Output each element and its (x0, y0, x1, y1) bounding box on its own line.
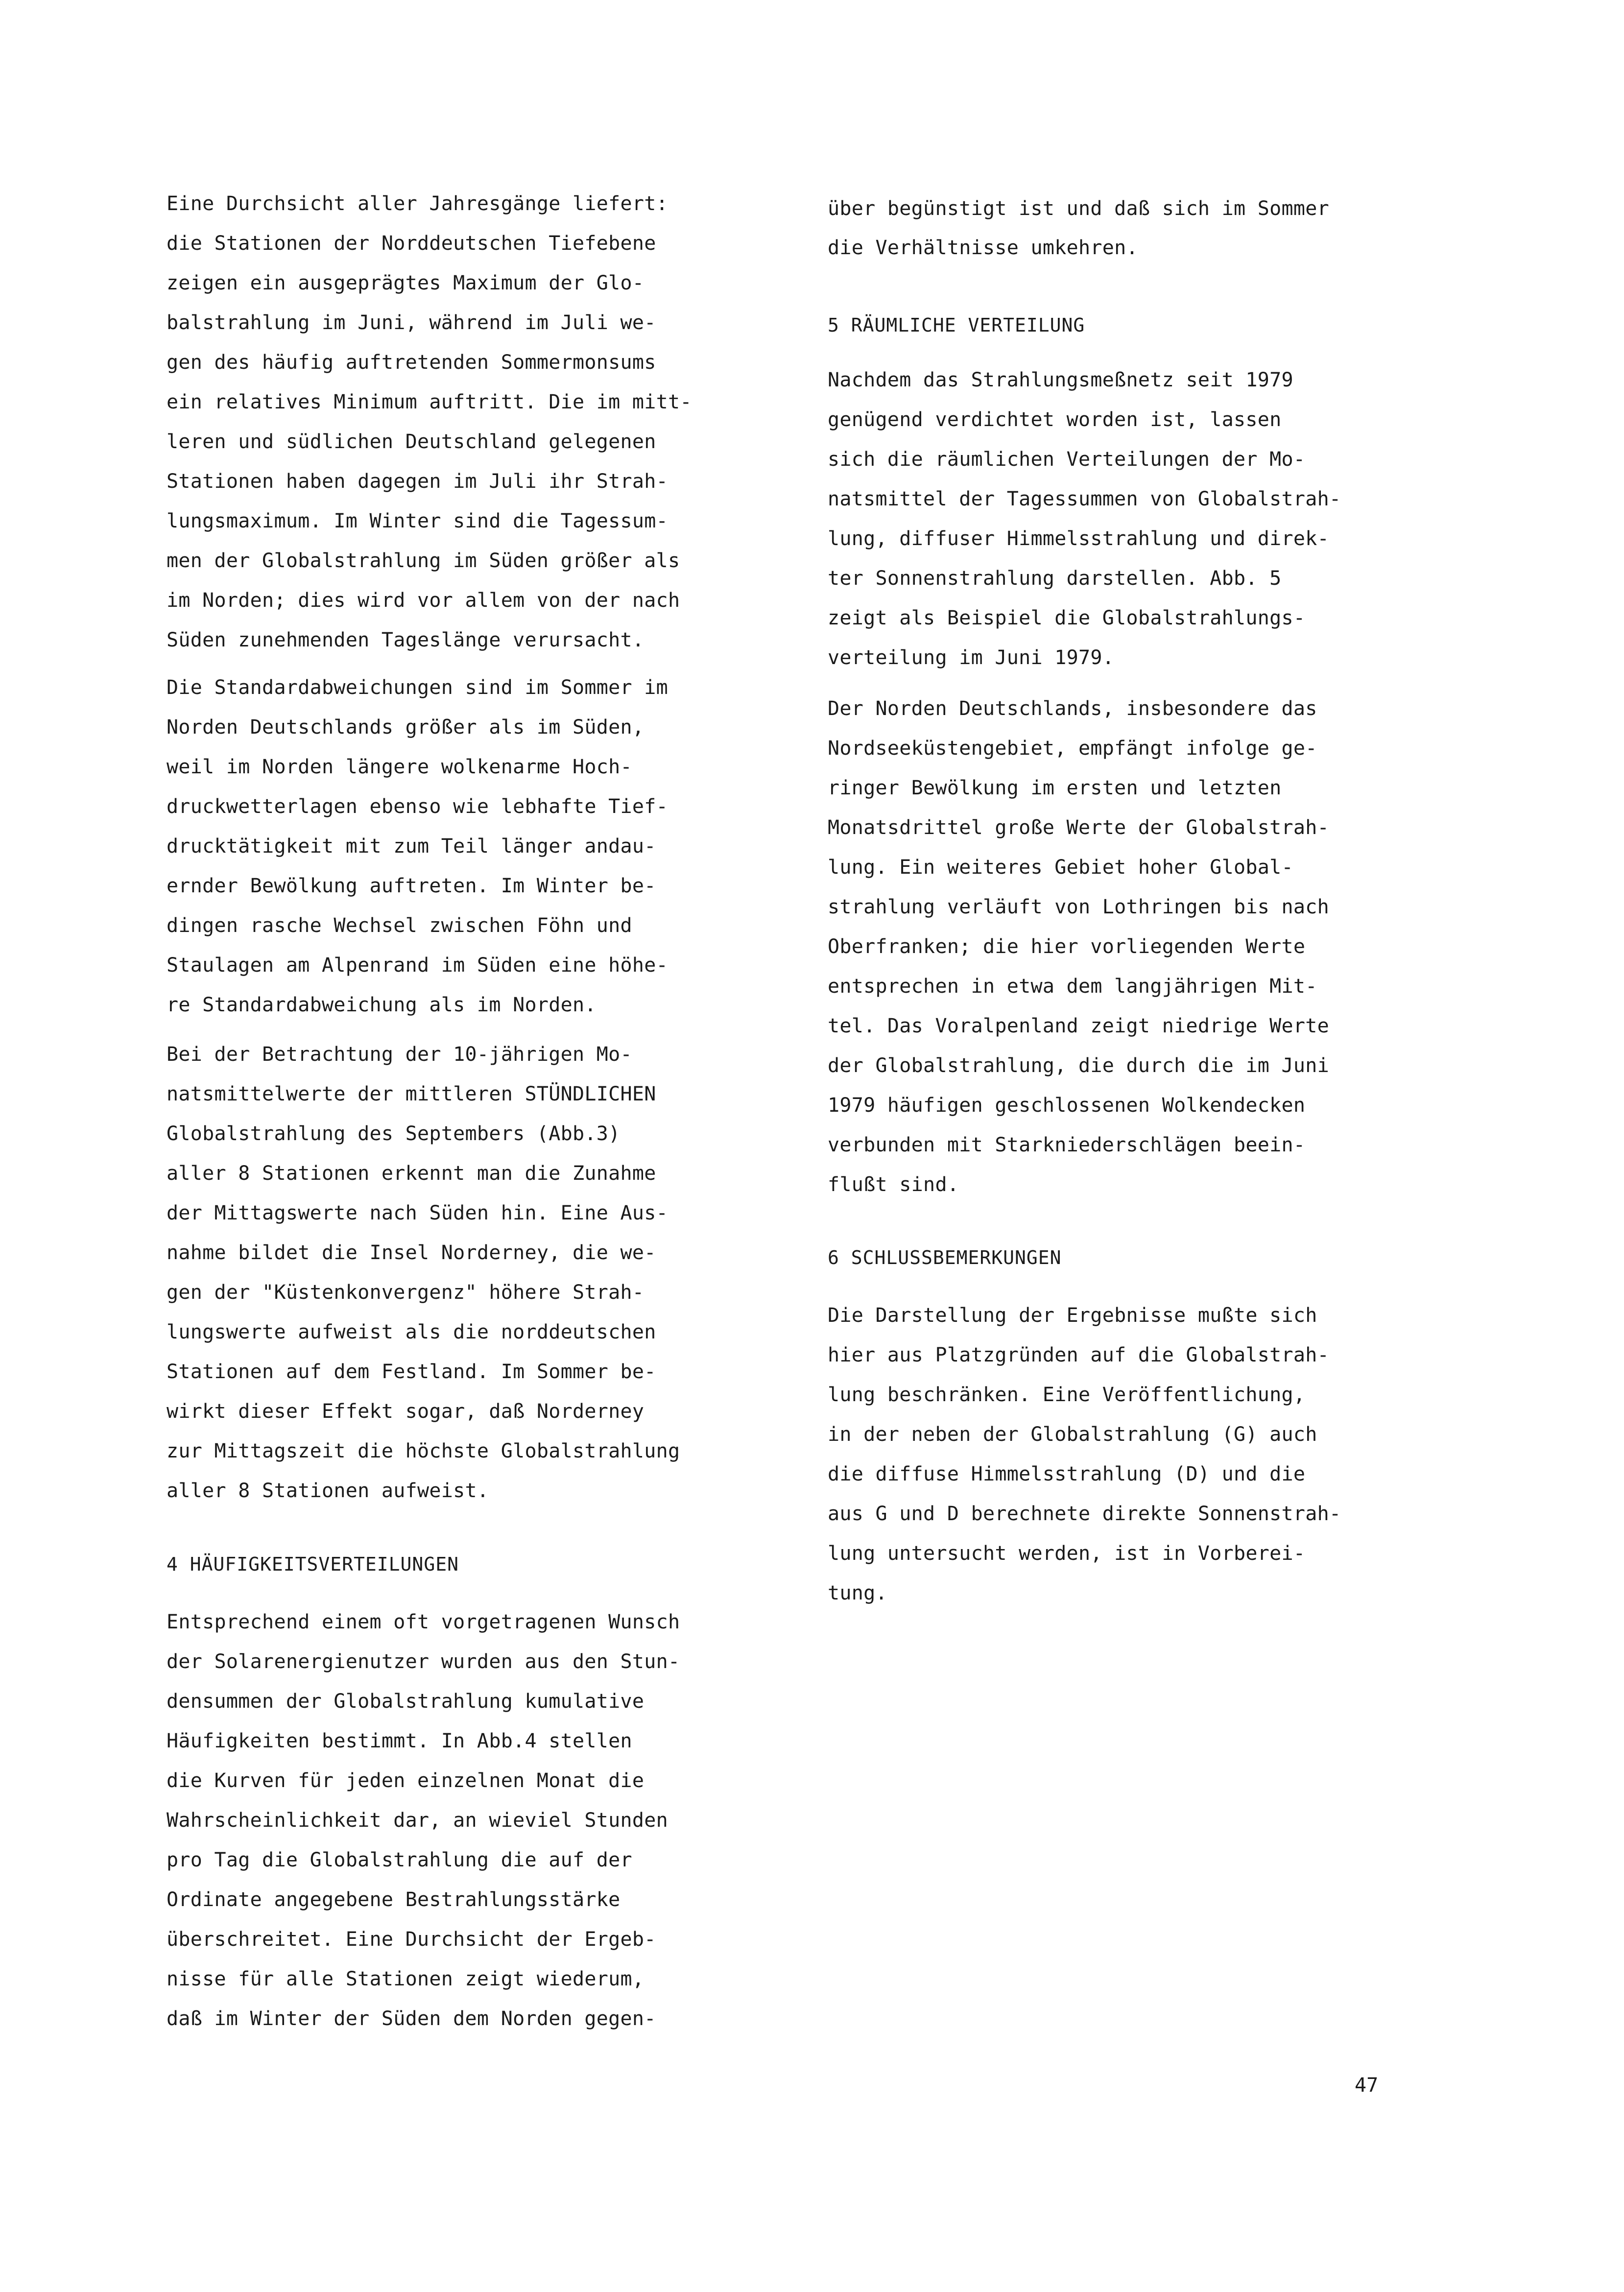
text-line: re Standardabweichung als im Norden. (167, 994, 597, 1016)
text-line: die diffuse Himmelsstrahlung (D) und die (828, 1463, 1306, 1485)
text-line: im Norden; dies wird vor allem von der nach (167, 589, 680, 612)
text-line: die Kurven für jeden einzelnen Monat die (167, 1769, 645, 1792)
text-line: ernder Bewölkung auftreten. Im Winter be- (167, 875, 656, 897)
text-line: weil im Norden längere wolkenarme Hoch- (167, 756, 632, 778)
text-line: Nachdem das Strahlungsmeßnetz seit 1979 (828, 369, 1293, 391)
text-line: der Mittagswerte nach Süden hin. Eine Aus- (167, 1202, 669, 1224)
text-line: über begünstigt ist und daß sich im Sommer (828, 197, 1330, 220)
text-line: gen des häufig auftretenden Sommermonsums (167, 351, 656, 374)
text-line: entsprechen in etwa dem langjährigen Mit- (828, 975, 1317, 998)
text-line: pro Tag die Globalstrahlung die auf der (167, 1849, 632, 1871)
text-line: Oberfranken; die hier vorliegenden Werte (828, 935, 1306, 958)
text-line: Globalstrahlung des Septembers (Abb.3) (167, 1122, 621, 1145)
text-line: in der neben der Globalstrahlung (G) auch (828, 1423, 1317, 1446)
text-line: Bei der Betrachtung der 10-jährigen Mo- (167, 1043, 632, 1066)
text-line: lung. Ein weiteres Gebiet hoher Global- (828, 856, 1293, 879)
text-line: der Solarenergienutzer wurden aus den Stun- (167, 1650, 680, 1673)
text-line: Die Standardabweichungen sind im Sommer im (167, 676, 669, 699)
text-line: tung. (828, 1582, 887, 1604)
text-line: balstrahlung im Juni, während im Juli we- (167, 311, 656, 334)
text-line: zeigt als Beispiel die Globalstrahlungs- (828, 607, 1306, 629)
text-line: aller 8 Stationen erkennt man die Zunahme (167, 1162, 656, 1185)
text-line: Häufigkeiten bestimmt. In Abb.4 stellen (167, 1730, 632, 1752)
text-line: die Verhältnisse umkehren. (828, 237, 1138, 259)
text-line: überschreitet. Eine Durchsicht der Ergeb- (167, 1928, 656, 1951)
text-line: strahlung verläuft von Lothringen bis nach (828, 896, 1330, 918)
text-line: lungsmaximum. Im Winter sind die Tagessum- (167, 510, 669, 532)
text-line: Staulagen am Alpenrand im Süden eine höhe- (167, 954, 669, 977)
text-line: Die Darstellung der Ergebnisse mußte sich (828, 1304, 1317, 1327)
text-line: zur Mittagszeit die höchste Globalstrahlung (167, 1440, 680, 1462)
text-line: hier aus Platzgründen auf die Globalstrah- (828, 1344, 1330, 1366)
section-heading: 6 SCHLUSSBEMERKUNGEN (828, 1247, 1062, 1268)
text-line: wirkt dieser Effekt sogar, daß Norderney (167, 1400, 645, 1423)
text-line: lung beschränken. Eine Veröffentlichung, (828, 1384, 1306, 1406)
text-line: Norden Deutschlands größer als im Süden, (167, 716, 645, 739)
text-line: die Stationen der Norddeutschen Tiefebene (167, 232, 656, 255)
text-line: ringer Bewölkung im ersten und letzten (828, 777, 1282, 799)
text-line: genügend verdichtet worden ist, lassen (828, 408, 1282, 431)
text-line: Süden zunehmenden Tageslänge verursacht. (167, 629, 645, 651)
text-line: men der Globalstrahlung im Süden größer als (167, 549, 680, 572)
text-line: aller 8 Stationen aufweist. (167, 1480, 489, 1502)
text-line: lungswerte aufweist als die norddeutschen (167, 1321, 656, 1343)
text-line: zeigen ein ausgeprägtes Maximum der Glo- (167, 272, 645, 294)
text-line: natsmittel der Tagessummen von Globalstrah- (828, 488, 1341, 510)
page-number: 47 (1355, 2074, 1379, 2097)
text-line: Stationen auf dem Festland. Im Sommer be- (167, 1361, 656, 1383)
text-line: Eine Durchsicht aller Jahresgänge liefert: (167, 192, 669, 215)
text-line: sich die räumlichen Verteilungen der Mo- (828, 448, 1306, 471)
text-line: flußt sind. (828, 1173, 959, 1196)
text-line: Entsprechend einem oft vorgetragenen Wunsch (167, 1611, 680, 1633)
text-line: nisse für alle Stationen zeigt wiederum, (167, 1968, 645, 1990)
text-line: druckwetterlagen ebenso wie lebhafte Tief- (167, 795, 669, 818)
text-line: Monatsdrittel große Werte der Globalstrah- (828, 816, 1330, 839)
text-line: gen der "Küstenkonvergenz" höhere Strah- (167, 1281, 645, 1304)
section-heading: 5 RÄUMLICHE VERTEILUNG (828, 314, 1085, 336)
text-line: verteilung im Juni 1979. (828, 646, 1115, 669)
text-line: Der Norden Deutschlands, insbesondere das (828, 697, 1317, 720)
text-line: drucktätigkeit mit zum Teil länger andau- (167, 835, 656, 858)
text-line: tel. Das Voralpenland zeigt niedrige Werte (828, 1015, 1330, 1037)
text-line: der Globalstrahlung, die durch die im Juni (828, 1054, 1330, 1077)
text-line: nahme bildet die Insel Norderney, die we- (167, 1242, 656, 1264)
text-line: ein relatives Minimum auftritt. Die im mitt- (167, 391, 692, 413)
text-line: lung, diffuser Himmelsstrahlung und direk- (828, 527, 1330, 550)
text-line: densummen der Globalstrahlung kumulative (167, 1690, 645, 1713)
text-line: dingen rasche Wechsel zwischen Föhn und (167, 914, 632, 937)
text-line: leren und südlichen Deutschland gelegenen (167, 430, 656, 453)
text-line: Wahrscheinlichkeit dar, an wieviel Stunden (167, 1809, 669, 1832)
section-heading: 4 HÄUFIGKEITSVERTEILUNGEN (167, 1553, 459, 1575)
text-line: natsmittelwerte der mittleren STÜNDLICHEN (167, 1083, 656, 1105)
text-line: lung untersucht werden, ist in Vorberei- (828, 1542, 1306, 1565)
text-line: verbunden mit Starkniederschlägen beein- (828, 1134, 1306, 1156)
text-line: Nordseeküstengebiet, empfängt infolge ge- (828, 737, 1317, 760)
text-line: Stationen haben dagegen im Juli ihr Strah- (167, 470, 669, 493)
text-line: aus G und D berechnete direkte Sonnenstrah- (828, 1503, 1341, 1525)
text-line: daß im Winter der Süden dem Norden gegen- (167, 2007, 656, 2030)
text-line: 1979 häufigen geschlossenen Wolkendecken (828, 1094, 1306, 1117)
text-line: Ordinate angegebene Bestrahlungsstärke (167, 1888, 621, 1911)
text-line: ter Sonnenstrahlung darstellen. Abb. 5 (828, 567, 1282, 590)
